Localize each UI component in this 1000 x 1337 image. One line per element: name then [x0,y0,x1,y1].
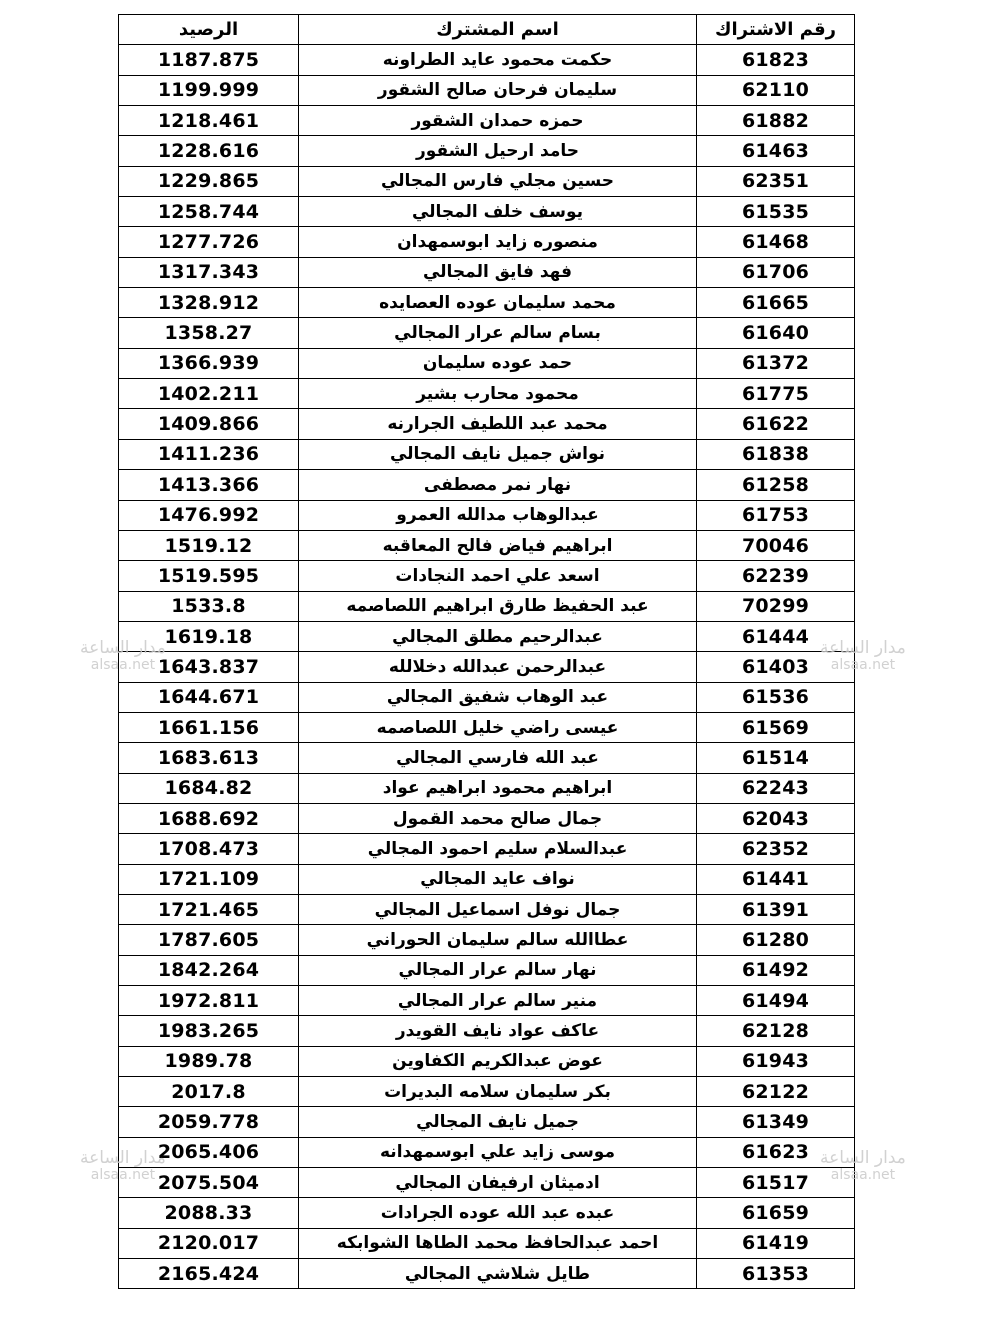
table-row [119,197,855,227]
subscriber-name-cell: احمد عبدالحافظ محمد الطاها الشوابكه [299,1228,697,1258]
subscription-number-cell: 62110 [697,75,855,105]
subscriber-name-cell: عيسى راضي خليل اللصاصمه [299,712,697,742]
balance-cell: 1972.811 [119,986,299,1016]
watermark-latin: alsaa.net [830,1166,896,1183]
subscription-number-cell: 61823 [697,45,855,75]
balance-cell: 1688.692 [119,803,299,833]
subscription-number-cell: 61535 [697,197,855,227]
subscription-number-cell: 62352 [697,834,855,864]
subscription-number-cell: 61441 [697,864,855,894]
subscriber-name-cell: حامد ارحيل الشقور [299,136,697,166]
table-row [119,1198,855,1228]
subscriber-name-cell: عبده عبد الله عوده الجرادات [299,1198,697,1228]
subscriber-name-cell: محمد عبد اللطيف الجرارنه [299,409,697,439]
balance-cell: 1366.939 [119,348,299,378]
subscriber-name-cell: عبدالرحمن عبدالله دخلالله [299,652,697,682]
table-row [119,318,855,348]
subscription-number-cell: 62043 [697,803,855,833]
balance-cell: 1643.837 [119,652,299,682]
subscription-number-cell: 61494 [697,986,855,1016]
table-row [119,591,855,621]
subscriber-name-cell: عاكف عواد نايف القويدر [299,1016,697,1046]
balance-cell: 1277.726 [119,227,299,257]
table-row [119,1016,855,1046]
table-row [119,803,855,833]
subscriber-name-cell: محمود محارب بشير [299,379,697,409]
balance-cell: 1619.18 [119,621,299,651]
subscriber-name-cell: منير سالم عرار المجالي [299,986,697,1016]
balance-cell: 1411.236 [119,439,299,469]
balance-cell: 1983.265 [119,1016,299,1046]
header-number: رقم الاشتراك [697,15,855,45]
watermark-latin: alsaa.net [830,656,896,673]
subscription-number-cell: 61403 [697,652,855,682]
subscriber-name-cell: عطاالله سالم سليمان الحوراني [299,925,697,955]
subscription-number-cell: 70299 [697,591,855,621]
table-row [119,1259,855,1289]
subscriber-name-cell: ابراهيم فياض فالح المعاقبه [299,530,697,560]
table-row [119,75,855,105]
subscriber-name-cell: محمد سليمان عوده العصايده [299,288,697,318]
table-row [119,409,855,439]
table-row [119,864,855,894]
table-row [119,45,855,75]
watermark-arabic: مدار الساعة [820,1148,906,1168]
table-row [119,986,855,1016]
table-row [119,1046,855,1076]
balance-cell: 1413.366 [119,470,299,500]
subscription-number-cell: 61372 [697,348,855,378]
balance-cell: 2165.424 [119,1259,299,1289]
table-row [119,712,855,742]
table-row [119,1077,855,1107]
balance-cell: 1989.78 [119,1046,299,1076]
table-row [119,682,855,712]
subscriber-name-cell: عبدالوهاب مدالله العمرو [299,500,697,530]
balance-cell: 1187.875 [119,45,299,75]
table-row [119,621,855,651]
table-row [119,166,855,196]
subscriber-name-cell: بسام سالم عرار المجالي [299,318,697,348]
subscriber-name-cell: طايل شلاشي المجالي [299,1259,697,1289]
table-row [119,288,855,318]
subscription-number-cell: 61775 [697,379,855,409]
balance-cell: 2059.778 [119,1107,299,1137]
subscription-number-cell: 61623 [697,1137,855,1167]
subscription-number-cell: 70046 [697,530,855,560]
table-row [119,1137,855,1167]
subscription-number-cell: 61349 [697,1107,855,1137]
balance-cell: 1721.109 [119,864,299,894]
balance-cell: 1533.8 [119,591,299,621]
watermark-arabic: مدار الساعة [820,638,906,658]
subscriber-name-cell: حكمت محمود عايد الطراونه [299,45,697,75]
subscription-number-cell: 61882 [697,106,855,136]
table-row [119,227,855,257]
subscription-number-cell: 61569 [697,712,855,742]
subscriber-name-cell: بكر سليمان سلامه البديرات [299,1077,697,1107]
balance-cell: 1328.912 [119,288,299,318]
subscription-number-cell: 61280 [697,925,855,955]
subscription-number-cell: 61517 [697,1168,855,1198]
balance-cell: 1358.27 [119,318,299,348]
table-row [119,834,855,864]
subscriber-name-cell: ادميثان ارفيفان المجالي [299,1168,697,1198]
subscriber-name-cell: جمال صالح محمد القمول [299,803,697,833]
subscription-number-cell: 61838 [697,439,855,469]
balance-cell: 1842.264 [119,955,299,985]
balance-cell: 1519.595 [119,561,299,591]
subscriber-name-cell: نواش جميل نايف المجالي [299,439,697,469]
table-row [119,530,855,560]
subscriber-name-cell: عبدالسلام سليم احمود المجالي [299,834,697,864]
subscription-number-cell: 62128 [697,1016,855,1046]
subscriber-name-cell: فهد فايق المجالي [299,257,697,287]
balance-cell: 1683.613 [119,743,299,773]
balance-cell: 1199.999 [119,75,299,105]
subscriber-name-cell: يوسف خلف المجالي [299,197,697,227]
subscriber-name-cell: نهار نمر مصطفى [299,470,697,500]
subscriber-name-cell: جميل نايف المجالي [299,1107,697,1137]
subscriber-name-cell: ابراهيم محمود ابراهيم عواد [299,773,697,803]
balance-cell: 2088.33 [119,1198,299,1228]
subscription-number-cell: 61514 [697,743,855,773]
subscription-number-cell: 61536 [697,682,855,712]
subscription-number-cell: 61258 [697,470,855,500]
table-row [119,379,855,409]
subscribers-table [118,14,855,1289]
table-row [119,743,855,773]
subscription-number-cell: 61659 [697,1198,855,1228]
balance-cell: 1228.616 [119,136,299,166]
table-row [119,925,855,955]
balance-cell: 1258.744 [119,197,299,227]
table-header-row [119,15,855,45]
subscription-number-cell: 61468 [697,227,855,257]
watermark-arabic: مدار الساعة [80,1148,166,1168]
subscriber-name-cell: نواف عايد المجالي [299,864,697,894]
subscription-number-cell: 62122 [697,1077,855,1107]
balance-cell: 1644.671 [119,682,299,712]
subscription-number-cell: 61622 [697,409,855,439]
table-row [119,257,855,287]
subscriber-name-cell: عوض عبدالكريم الكفاوين [299,1046,697,1076]
subscription-number-cell: 61391 [697,894,855,924]
subscriber-name-cell: حمد عوده سليمان [299,348,697,378]
table-body [119,45,855,1289]
watermark-latin: alsaa.net [90,1166,156,1183]
balance-cell: 1684.82 [119,773,299,803]
table-row [119,1168,855,1198]
table-row [119,652,855,682]
subscriber-name-cell: اسعد علي احمد النجادات [299,561,697,591]
table-row [119,500,855,530]
table-row [119,894,855,924]
subscriber-name-cell: عبدالرحيم مطلق المجالي [299,621,697,651]
table-row [119,136,855,166]
subscriber-name-cell: منصوره زايد ابوسمهدان [299,227,697,257]
subscriber-name-cell: حمزه حمدان الشقور [299,106,697,136]
balance-cell: 1229.865 [119,166,299,196]
subscription-number-cell: 61706 [697,257,855,287]
balance-cell: 1708.473 [119,834,299,864]
balance-cell: 1787.605 [119,925,299,955]
balance-cell: 1402.211 [119,379,299,409]
balance-cell: 2120.017 [119,1228,299,1258]
subscriber-name-cell: عبد الوهاب شفيق المجالي [299,682,697,712]
balance-cell: 1409.866 [119,409,299,439]
subscriber-name-cell: عبد الله فارسي المجالي [299,743,697,773]
subscription-number-cell: 61353 [697,1259,855,1289]
balance-cell: 1661.156 [119,712,299,742]
balance-cell: 2065.406 [119,1137,299,1167]
balance-cell: 1317.343 [119,257,299,287]
subscriber-name-cell: سليمان فرحان صالح الشقور [299,75,697,105]
table-row [119,470,855,500]
table-row [119,106,855,136]
table-row [119,955,855,985]
balance-cell: 1519.12 [119,530,299,560]
watermark-latin: alsaa.net [90,656,156,673]
header-name: اسم المشترك [299,15,697,45]
subscription-number-cell: 61492 [697,955,855,985]
subscriber-name-cell: موسى زايد علي ابوسمهدانه [299,1137,697,1167]
subscription-number-cell: 61463 [697,136,855,166]
table-row [119,439,855,469]
balance-cell: 1218.461 [119,106,299,136]
subscription-number-cell: 62351 [697,166,855,196]
subscription-number-cell: 61419 [697,1228,855,1258]
subscription-number-cell: 61665 [697,288,855,318]
subscription-number-cell: 61753 [697,500,855,530]
balance-cell: 1721.465 [119,894,299,924]
balance-cell: 1476.992 [119,500,299,530]
subscription-number-cell: 62243 [697,773,855,803]
subscription-number-cell: 61444 [697,621,855,651]
watermark-arabic: مدار الساعة [80,638,166,658]
table-row [119,561,855,591]
subscription-number-cell: 62239 [697,561,855,591]
subscription-number-cell: 61640 [697,318,855,348]
balance-cell: 2075.504 [119,1168,299,1198]
header-balance: الرصيد [119,15,299,45]
subscription-number-cell: 61943 [697,1046,855,1076]
table-row [119,773,855,803]
subscriber-name-cell: نهار سالم عرار المجالي [299,955,697,985]
subscriber-name-cell: حسين مجلي فارس المجالي [299,166,697,196]
balance-cell: 2017.8 [119,1077,299,1107]
subscriber-name-cell: جمال نوفل اسماعيل المجالي [299,894,697,924]
subscriber-name-cell: عبد الحفيظ طارق ابراهيم اللصاصمه [299,591,697,621]
table-row [119,348,855,378]
table-row [119,1228,855,1258]
table-row [119,1107,855,1137]
